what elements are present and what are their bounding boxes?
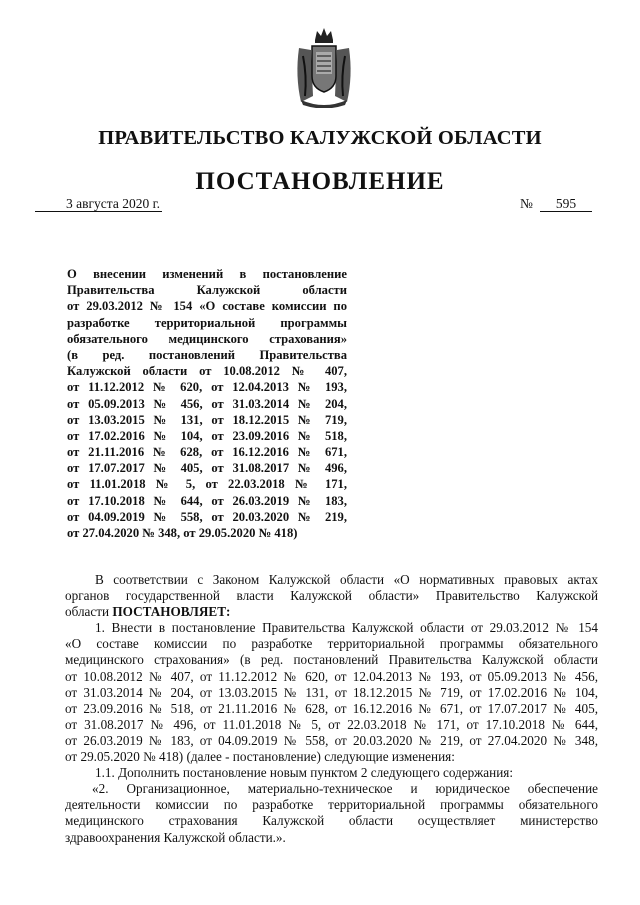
organization-title: ПРАВИТЕЛЬСТВО КАЛУЖСКОЙ ОБЛАСТИ xyxy=(98,127,542,149)
body-line: 1.1. Дополнить постановление новым пунктом 2 следующего содержания: xyxy=(95,765,513,781)
subject-line: от 17.10.2018 № 644, от 26.03.2019 № 183, xyxy=(67,493,347,508)
subject-line: обязательного медицинского страхования» xyxy=(67,331,347,346)
subject-line: от 17.02.2016 № 104, от 23.09.2016 № 518, xyxy=(67,428,347,443)
subject-line: от 05.09.2013 № 456, от 31.03.2014 № 204, xyxy=(67,396,347,411)
number-value: 595 xyxy=(540,196,592,212)
document-number xyxy=(520,196,590,211)
resolves-keyword: ПОСТАНОВЛЯЕТ: xyxy=(112,604,231,620)
document-body xyxy=(65,572,598,846)
subject-line: от 17.07.2017 № 405, от 31.08.2017 № 496, xyxy=(67,461,347,476)
subject-line: разработке территориальной программы xyxy=(67,315,347,330)
body-line: от 31.08.2017 № 496, от 11.01.2018 № 5, от 22.03.2018 № 171, от 17.10.2018 № 644, xyxy=(65,716,598,732)
body-line: от 29.05.2020 № 418) (далее - постановление) следующие изменения: xyxy=(65,749,455,765)
number-sign: № xyxy=(520,196,533,211)
body-line: медицинского страхования Калужской области осуществляет министерство xyxy=(65,813,598,829)
subject-line: (в ред. постановлений Правительства xyxy=(67,347,347,362)
body-line-resolution xyxy=(65,604,598,620)
body-line: здравоохранения Калужской области.». xyxy=(65,829,286,845)
subject-line: от 29.03.2012 № 154 «О составе комиссии по xyxy=(67,299,347,314)
subject-line: от 13.03.2015 № 131, от 18.12.2015 № 719, xyxy=(67,412,347,427)
document-subject xyxy=(67,266,347,541)
body-line: медицинского страхования» (в ред. постановлений Правительства Калужской области xyxy=(65,652,598,668)
body-line: от 31.03.2014 № 204, от 13.03.2015 № 131, от 18.12.2015 № 719, от 17.02.2016 № 104, xyxy=(65,684,598,700)
coat-of-arms-emblem xyxy=(293,26,355,108)
body-line: В соответствии с Законом Калужской области «О нормативных правовых актах xyxy=(95,572,598,587)
body-line: «О составе комиссии по разработке территориальной программы обязательного xyxy=(65,636,598,652)
subject-line: от 21.11.2016 № 628, от 16.12.2016 № 671, xyxy=(67,445,347,460)
body-line: от 10.08.2012 № 407, от 11.12.2012 № 620, от 12.04.2013 № 193, от 05.09.2013 № 456, xyxy=(65,668,598,684)
document-date: 3 августа 2020 г. xyxy=(35,196,162,212)
subject-line: Правительства Калужской области xyxy=(67,283,347,298)
subject-line: О внесении изменений в постановление xyxy=(67,267,347,281)
body-line: органов государственной власти Калужской области» Правительство Калужской xyxy=(65,588,598,604)
body-line: от 23.09.2016 № 518, от 21.11.2016 № 628, от 16.12.2016 № 671, от 17.07.2017 № 405, xyxy=(65,700,598,716)
body-line: 1. Внести в постановление Правительства Калужской области от 29.03.2012 № 154 xyxy=(95,620,598,636)
body-line: от 26.03.2019 № 183, от 04.09.2019 № 558, от 20.03.2020 № 219, от 27.04.2020 № 348, xyxy=(65,732,598,748)
subject-line: от 04.09.2019 № 558, от 20.03.2020 № 219, xyxy=(67,509,347,524)
body-line: деятельности комиссии по разработке территориальной программы обязательного xyxy=(65,797,598,813)
body-text: области xyxy=(65,604,110,620)
subject-line: от 27.04.2020 № 348, от 29.05.2020 № 418) xyxy=(67,526,298,540)
document-type-title: ПОСТАНОВЛЕНИЕ xyxy=(195,168,445,195)
subject-line: Калужской области от 10.08.2012 № 407, xyxy=(67,364,347,379)
body-line: «2. Организационное, материально-техническое и юридическое обеспечение xyxy=(92,781,598,797)
subject-line: от 11.01.2018 № 5, от 22.03.2018 № 171, xyxy=(67,477,347,492)
subject-line: от 11.12.2012 № 620, от 12.04.2013 № 193, xyxy=(67,380,347,395)
